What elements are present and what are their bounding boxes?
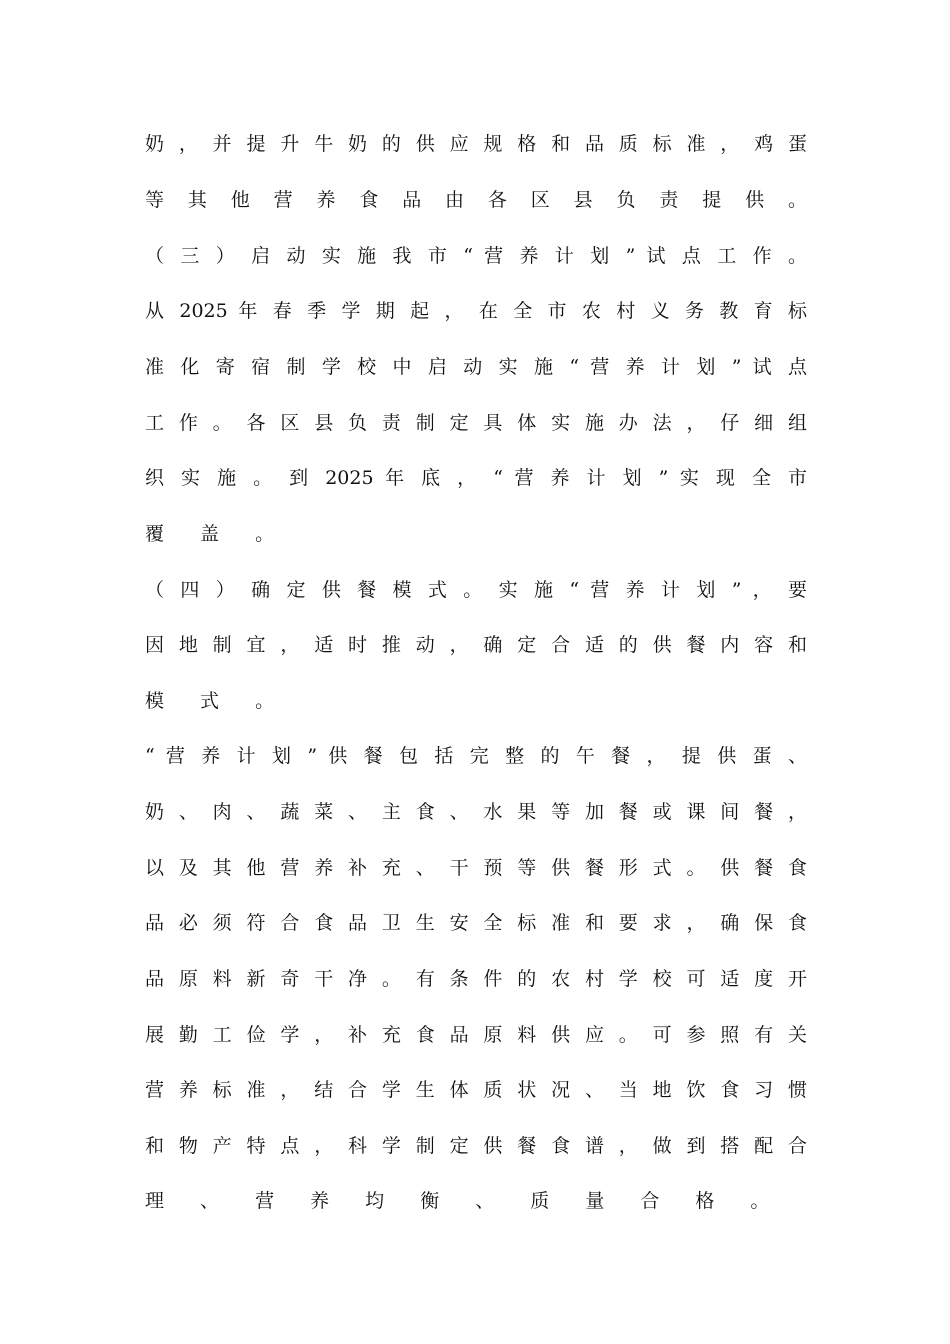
text-line: 品 必 须 符 合 食 品 卫 生 安 全 标 准 和 要 求 ， 确 保 食 <box>145 912 807 934</box>
text-line: 因 地 制 宜 ， 适 时 推 动 ， 确 定 合 适 的 供 餐 内 容 和 <box>145 634 807 656</box>
text-line: 工 作 。 各 区 县 负 责 制 定 具 体 实 施 办 法 ， 仔 细 组 <box>145 412 807 434</box>
text-line: 准 化 寄 宿 制 学 校 中 启 动 实 施 “ 营 养 计 划 ” 试 点 <box>145 356 807 378</box>
text-line: （ 三 ） 启 动 实 施 我 市 “ 营 养 计 划 ” 试 点 工 作 。 <box>145 245 807 267</box>
text-line: 展 勤 工 俭 学 ， 补 充 食 品 原 料 供 应 。 可 参 照 有 关 <box>145 1024 807 1046</box>
text-line: 模 式 。 <box>145 690 290 712</box>
text-line: 从 2025 年 春 季 学 期 起 ， 在 全 市 农 村 义 务 教 育 标 <box>145 300 807 322</box>
text-line: 和 物 产 特 点 ， 科 学 制 定 供 餐 食 谱 ， 做 到 搭 配 合 <box>145 1135 807 1157</box>
text-line: “ 营 养 计 划 ” 供 餐 包 括 完 整 的 午 餐 ， 提 供 蛋 、 <box>145 745 807 767</box>
text-line: （ 四 ） 确 定 供 餐 模 式 。 实 施 “ 营 养 计 划 ” ， 要 <box>145 579 807 601</box>
text-line: 品 原 料 新 奇 干 净 。 有 条 件 的 农 村 学 校 可 适 度 开 <box>145 968 807 990</box>
text-line: 等 其 他 营 养 食 品 由 各 区 县 负 责 提 供 。 <box>145 189 807 211</box>
text-line: 覆 盖 。 <box>145 523 290 545</box>
text-line: 理 、 营 养 均 衡 、 质 量 合 格 。 <box>145 1190 785 1212</box>
text-line: 营 养 标 准 ， 结 合 学 生 体 质 状 况 、 当 地 饮 食 习 惯 <box>145 1079 807 1101</box>
text-line: 奶 、 肉 、 蔬 菜 、 主 食 、 水 果 等 加 餐 或 课 间 餐 ， <box>145 801 807 823</box>
text-line: 奶 ， 并 提 升 牛 奶 的 供 应 规 格 和 品 质 标 准 ， 鸡 蛋 <box>145 133 807 155</box>
text-line: 以 及 其 他 营 养 补 充 、 干 预 等 供 餐 形 式 。 供 餐 食 <box>145 857 807 879</box>
text-line: 织 实 施 。 到 2025 年 底 ， “ 营 养 计 划 ” 实 现 全 市 <box>145 467 807 489</box>
